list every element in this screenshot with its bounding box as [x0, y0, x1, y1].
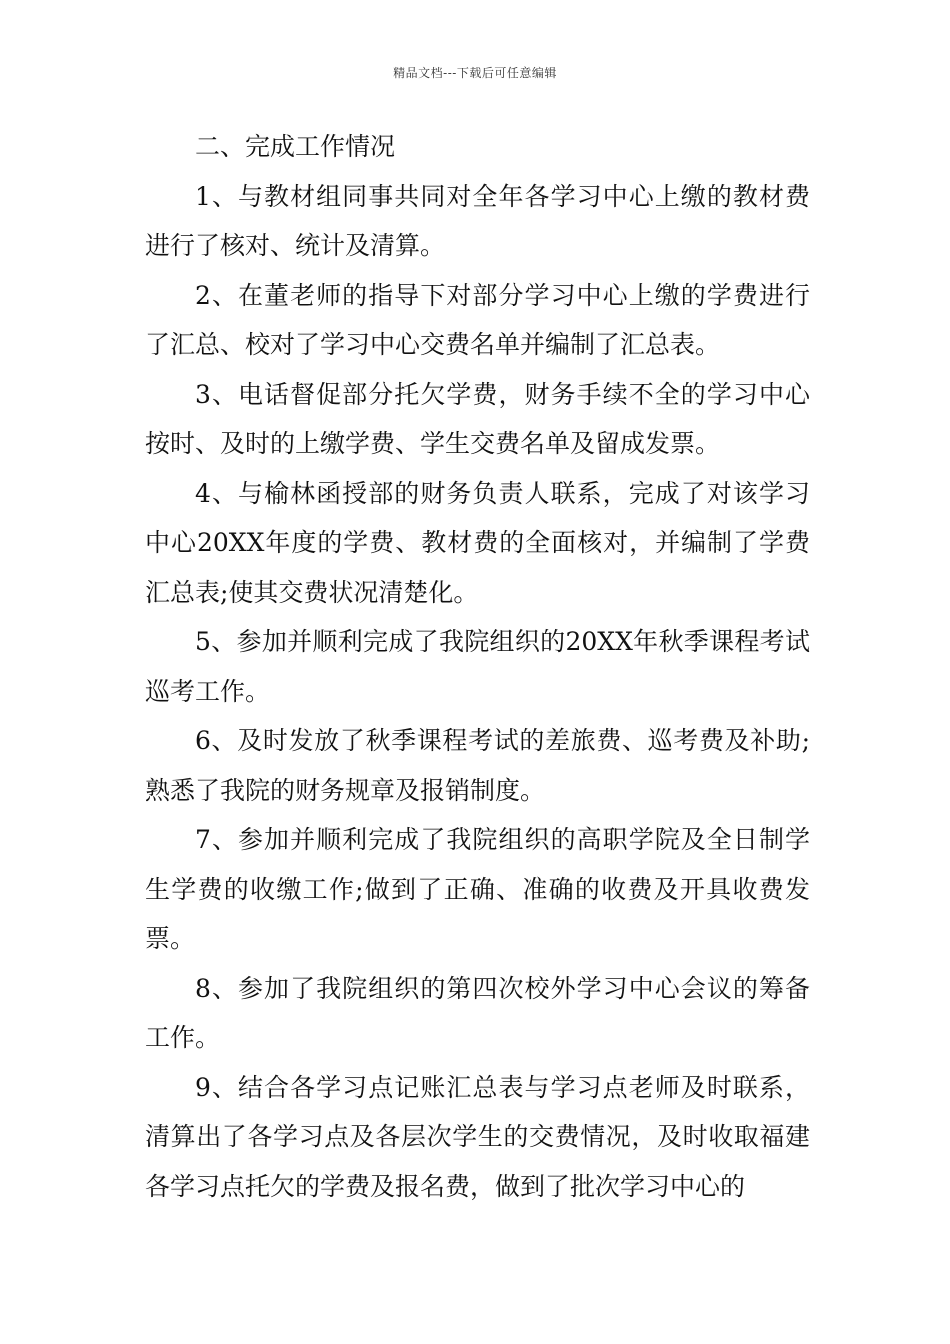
page-header: 精品文档---下载后可任意编辑 [393, 66, 557, 80]
paragraph-item-4: 4、与榆林函授部的财务负责人联系，完成了对该学习中心20XX年度的学费、教材费的全面核对，并编制了学费汇总表;使其交费状况清楚化。 [145, 478, 810, 607]
document-body [145, 122, 810, 1211]
paragraph-item-2: 2、在董老师的指导下对部分学习中心上缴的学费进行了汇总、校对了学习中心交费名单并编制了汇总表。 [145, 280, 810, 359]
section-heading: 二、完成工作情况 [195, 132, 396, 161]
paragraph-item-9: 9、结合各学习点记账汇总表与学习点老师及时联系，清算出了各学习点及各层次学生的交费情况，及时收取福建各学习点托欠的学费及报名费，做到了批次学习中心的 [145, 1072, 810, 1201]
paragraph-item-5: 5、参加并顺利完成了我院组织的20XX年秋季课程考试巡考工作。 [145, 627, 810, 706]
paragraph-item-1: 1、与教材组同事共同对全年各学习中心上缴的教材费进行了核对、统计及清算。 [145, 181, 810, 260]
paragraph-item-7: 7、参加并顺利完成了我院组织的高职学院及全日制学生学费的收缴工作;做到了正确、准确的收费及开具收费发票。 [145, 825, 810, 953]
paragraph-item-3: 3、电话督促部分托欠学费，财务手续不全的学习中心按时、及时的上缴学费、学生交费名单及留成发票。 [145, 379, 810, 458]
paragraph-item-6: 6、及时发放了秋季课程考试的差旅费、巡考费及补助;熟悉了我院的财务规章及报销制度。 [145, 726, 810, 805]
paragraph-item-8: 8、参加了我院组织的第四次校外学习中心会议的筹备工作。 [145, 973, 810, 1052]
